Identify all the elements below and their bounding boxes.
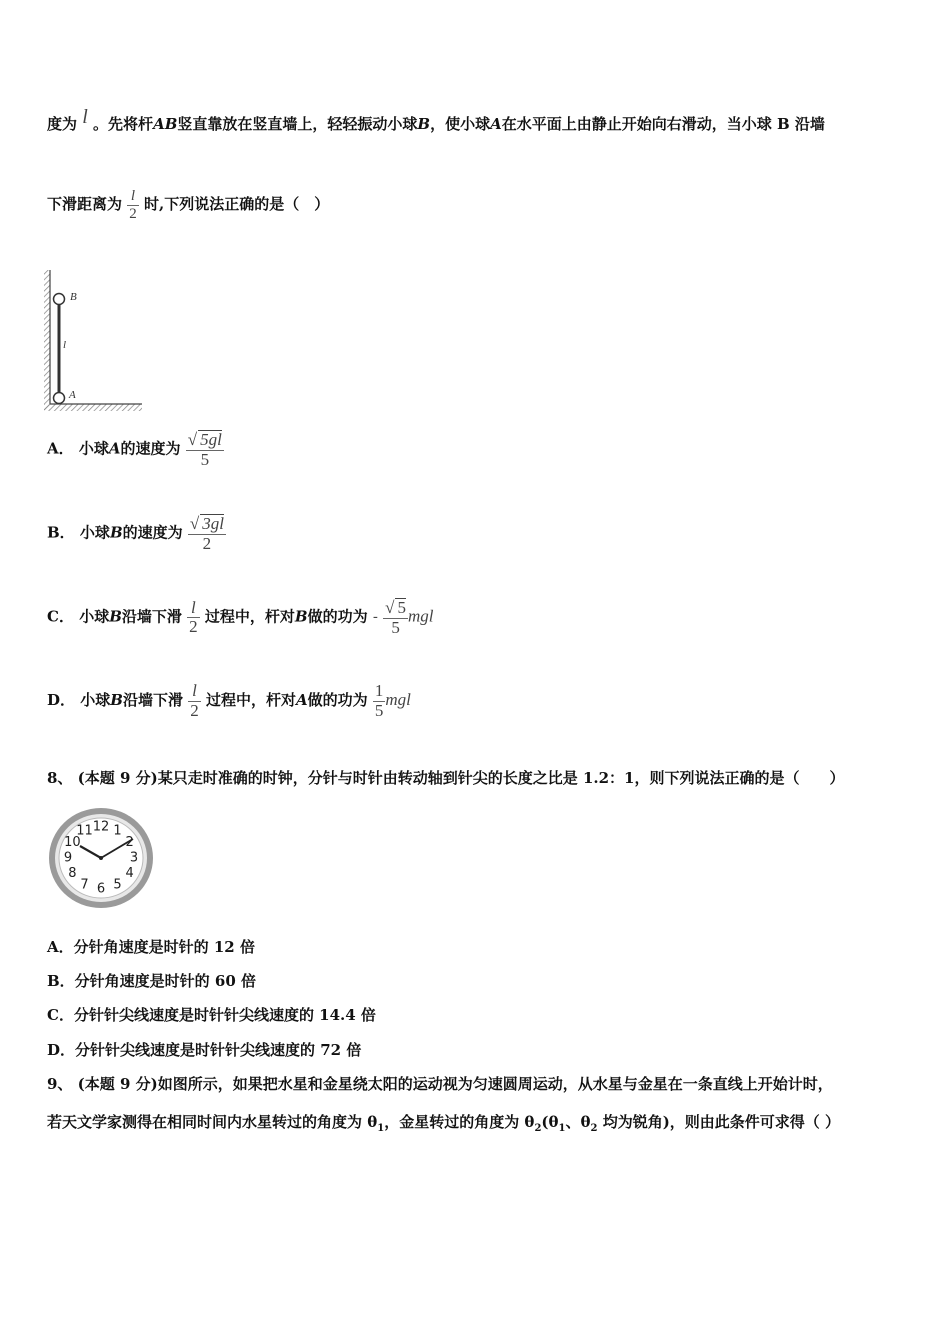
wall-hatch <box>44 270 50 410</box>
ball-a <box>54 393 65 404</box>
option-symbol: B <box>294 607 308 626</box>
q8-option-c: C．分针针尖线速度是时针针尖线速度的 14.4 倍 <box>47 1006 376 1024</box>
q7-text: 在水平面上由静止开始向右滑动，当小球 B 沿墙 <box>501 115 825 133</box>
option-text: 做的功为 <box>307 691 368 710</box>
fraction-denominator: 2 <box>189 617 198 637</box>
rod-symbol: AB <box>153 115 178 133</box>
subscript: 2 <box>590 1123 598 1134</box>
option-text: 的速度为 <box>122 523 183 542</box>
radicand: 5gl <box>200 430 222 449</box>
option-text: 小球 <box>79 523 110 542</box>
q7-option-c <box>47 598 433 637</box>
q8-option-a: A．分针角速度是时针的 12 倍 <box>47 938 255 956</box>
ball-a-symbol: A <box>490 115 502 133</box>
clock-numeral: 10 <box>64 835 81 850</box>
clock-figure <box>46 806 156 910</box>
clock-numeral: 2 <box>125 835 134 850</box>
clock-numeral: 9 <box>63 850 73 866</box>
clock-numeral: 4 <box>125 866 134 881</box>
option-text: 小球 <box>79 607 110 626</box>
option-text: 的速度为 <box>120 439 181 458</box>
fraction-numerator: 1 <box>374 681 384 700</box>
q7-text: 竖直靠放在竖直墙上，轻轻振动小球 <box>177 115 418 133</box>
rod-wall-figure <box>44 268 144 416</box>
question-9-line-2 <box>47 1111 840 1134</box>
fraction-numerator: l <box>192 681 197 700</box>
option-text: 小球 <box>80 691 111 710</box>
fraction-l-over-2 <box>187 599 200 637</box>
q7-text: 时,下列说法正确的是（ ） <box>143 195 330 213</box>
clock-numeral: 8 <box>68 866 77 881</box>
q9-text: 、θ <box>565 1113 591 1131</box>
fraction-denominator: 2 <box>188 534 226 554</box>
question-7-line-2 <box>47 188 329 222</box>
q7-option-b <box>47 514 226 553</box>
ball-b-symbol: B <box>417 115 431 133</box>
fraction-denominator: 5 <box>383 618 408 638</box>
option-text: 做的功为 <box>307 607 368 626</box>
q7-option-d <box>47 682 411 720</box>
option-text: 过程中，杆对 <box>205 691 296 710</box>
q9-text: 均为锐角)，则由此条件可求得（ ） <box>597 1113 841 1131</box>
label-a: A <box>69 389 76 401</box>
q9-text: 若天文学家测得在相同时间内水星转过的角度为 θ <box>47 1113 378 1131</box>
option-label: A． <box>47 439 74 458</box>
option-label: B． <box>47 523 75 542</box>
option-label: D． <box>47 691 76 710</box>
clock-numeral: 3 <box>129 850 139 866</box>
ball-b <box>54 294 65 305</box>
clock-numeral: 12 <box>92 819 110 835</box>
clock-numeral: 5 <box>113 877 122 893</box>
radicand: 5 <box>397 598 406 617</box>
option-symbol: A <box>295 691 308 710</box>
option-symbol: B <box>109 607 122 626</box>
option-symbol: A <box>108 439 121 458</box>
q8-option-d: D．分针针尖线速度是时针针尖线速度的 72 倍 <box>47 1041 362 1059</box>
sqrt-5gl-over-5: $\frac{√ 5gl}{5}$ <box>187 430 222 469</box>
mgl-term: mgl <box>385 690 411 710</box>
option-text: 沿墙下滑 <box>121 607 182 626</box>
option-text: 沿墙下滑 <box>122 691 183 710</box>
q8-option-b: B．分针角速度是时针的 60 倍 <box>47 972 256 990</box>
fraction-1-over-5 <box>373 682 386 720</box>
q7-text: 。先将杆 <box>93 115 154 133</box>
subscript: 2 <box>534 1123 542 1134</box>
question-8-title: 8、 (本题 9 分)某只走时准确的时钟，分针与时针由转动轴到针尖的长度之比是 1.2：1，则下列说法正确的是（ ） <box>47 769 845 787</box>
option-symbol: B <box>109 523 123 542</box>
fraction-denominator: 5 <box>186 450 224 470</box>
clock-numeral: 7 <box>80 877 89 893</box>
fraction-denominator: 2 <box>190 700 199 720</box>
sqrt-3gl-over-2: $\frac{√ 3gl}{2}$ <box>189 514 224 553</box>
q9-text: (θ <box>541 1113 559 1131</box>
question-9-line-1: 9、 (本题 9 分)如图所示，如果把水星和金星绕太阳的运动视为匀速圆周运动，从水星与金星在一条直线上开始计时， <box>47 1075 833 1093</box>
subscript: 1 <box>377 1123 385 1134</box>
minus-sign: - <box>372 607 378 626</box>
label-b: B <box>70 291 77 303</box>
q9-text: ，金星转过的角度为 θ <box>384 1113 535 1131</box>
q7-text: 度为 <box>47 115 78 133</box>
clock-numeral: 1 <box>113 823 122 839</box>
q7-text: ，使小球 <box>430 115 491 133</box>
option-text: 小球 <box>78 439 109 458</box>
fraction-l-over-2 <box>127 188 139 222</box>
floor-hatch <box>44 404 142 411</box>
fraction-l-over-2 <box>188 682 201 720</box>
question-7-line-1 <box>47 106 825 135</box>
clock-numeral: 11 <box>76 823 93 839</box>
fraction-numerator: l <box>191 597 196 617</box>
fraction-denominator: 5 <box>374 700 384 720</box>
fraction-numerator: l <box>130 188 136 204</box>
label-l: l <box>63 339 67 351</box>
radicand: 3gl <box>202 514 224 533</box>
subscript: 1 <box>558 1123 566 1134</box>
clock-center <box>99 856 103 860</box>
length-symbol: l <box>82 106 88 128</box>
q7-text: 下滑距离为 <box>47 195 123 213</box>
option-label: C． <box>47 607 74 626</box>
mgl-term: mgl <box>407 606 434 626</box>
option-text: 过程中，杆对 <box>204 607 295 626</box>
fraction-denominator: 2 <box>129 205 137 222</box>
clock-numeral: 6 <box>96 881 106 897</box>
q7-option-a <box>47 430 224 469</box>
option-symbol: B <box>110 691 123 710</box>
sqrt-5-over-5: $\frac{√ 5}{5}$ <box>385 598 406 637</box>
